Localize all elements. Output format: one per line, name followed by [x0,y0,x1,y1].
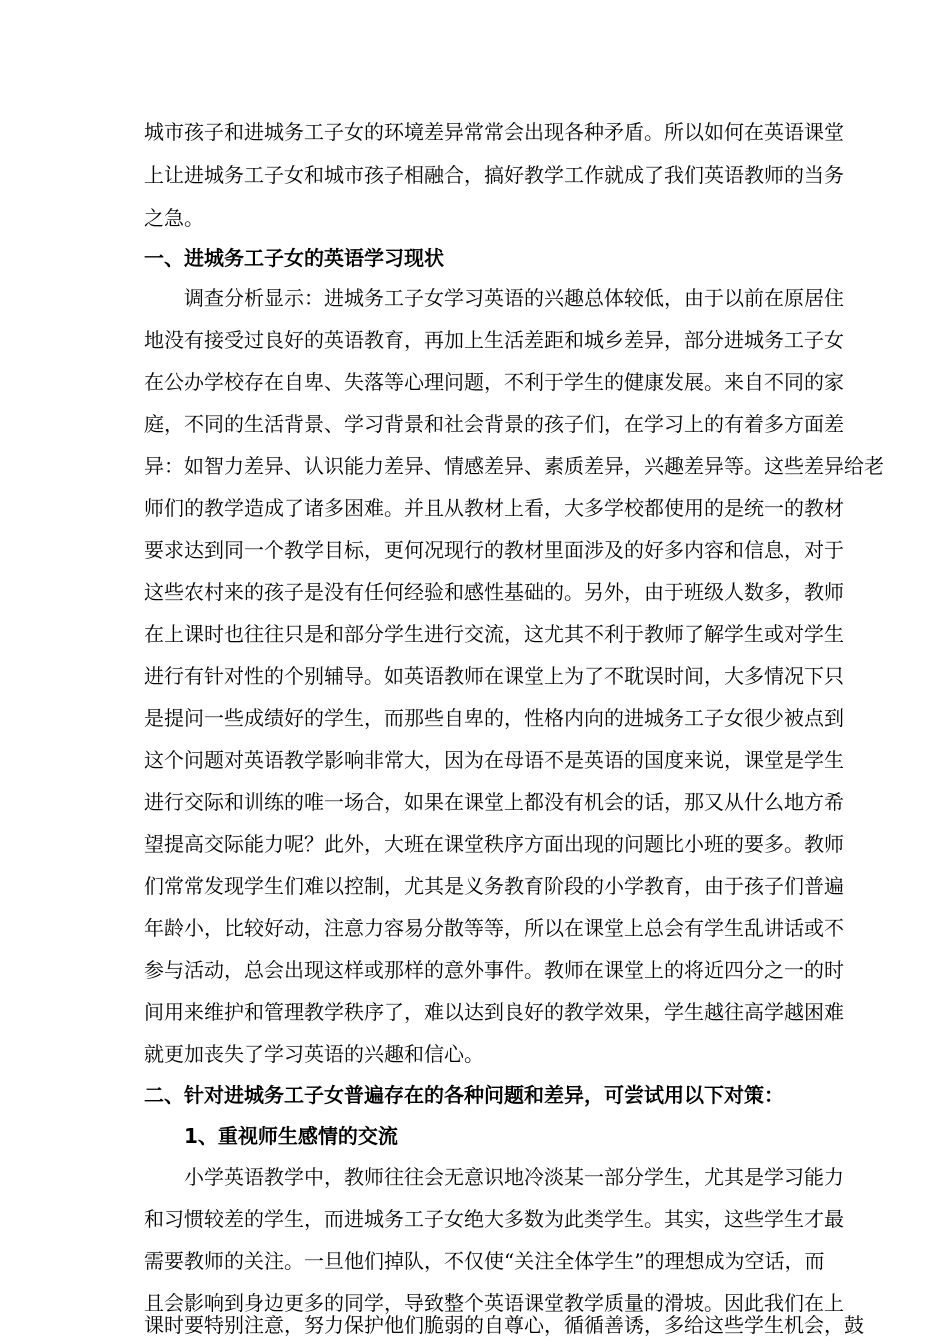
paragraph-line: 城市孩子和进城务工子女的环境差异常常会出现各种矛盾。所以如何在英语课堂 [144,120,844,144]
paragraph-line: 在上课时也往往只是和部分学生进行交流，这尤其不利于教师了解学生或对学生 [144,622,844,646]
paragraph-line: 和习惯较差的学生，而进城务工子女绝大多数为此类学生。其实，这些学生才最 [144,1207,844,1231]
paragraph-line: 调查分析显示：进城务工子女学习英语的兴趣总体较低，由于以前在原居住 [184,286,844,310]
paragraph-line: 年龄小，比较好动，注意力容易分散等等，所以在课堂上总会有学生乱讲话或不 [144,916,844,940]
paragraph-line: 地没有接受过良好的英语教育，再加上生活差距和城乡差异，部分进城务工子女 [144,328,844,352]
paragraph-line: 就更加丧失了学习英语的兴趣和信心。 [144,1042,484,1066]
paragraph-line: 且会影响到身边更多的同学，导致整个英语课堂教学质量的滑坡。因此我们在上 [144,1291,844,1315]
paragraph-line: 这个问题对英语教学影响非常大，因为在母语不是英语的国度来说，课堂是学生 [144,748,844,772]
paragraph-line: 在公办学校存在自卑、失落等心理问题，不利于学生的健康发展。来自不同的家 [144,370,844,394]
paragraph-line: 参与活动，总会出现这样或那样的意外事件。教师在课堂上的将近四分之一的时 [144,958,844,982]
paragraph-line: 是提问一些成绩好的学生，而那些自卑的，性格内向的进城务工子女很少被点到 [144,706,844,730]
paragraph-line: 之急。 [144,206,204,230]
section-heading-1: 一、进城务工子女的英语学习现状 [144,246,444,270]
paragraph-line: 们常常发现学生们难以控制，尤其是义务教育阶段的小学教育，由于孩子们普遍 [144,874,844,898]
paragraph-line: 师们的教学造成了诸多困难。并且从教材上看，大多学校都使用的是统一的教材 [144,496,844,520]
section-heading-2: 二、针对进城务工子女普遍存在的各种问题和差异，可尝试用以下对策： [144,1083,784,1107]
paragraph-line: 需要教师的关注。一旦他们掉队，不仅使“关注全体学生”的理想成为空话，而 [144,1249,825,1273]
paragraph-line: 间用来维护和管理教学秩序了，难以达到良好的教学效果，学生越往高学越困难 [144,1000,844,1024]
paragraph-line: 异：如智力差异、认识能力差异、情感差异、素质差异，兴趣差异等。这些差异给老 [144,454,884,478]
paragraph-line: 进行交际和训练的唯一场合，如果在课堂上都没有机会的话，那又从什么地方希 [144,790,844,814]
paragraph-line: 小学英语教学中，教师往往会无意识地冷淡某一部分学生，尤其是学习能力 [184,1165,844,1189]
paragraph-line: 庭，不同的生活背景、学习背景和社会背景的孩子们，在学习上的有着多方面差 [144,412,844,436]
paragraph-line: 进行有针对性的个别辅导。如英语教师在课堂上为了不耽误时间，大多情况下只 [144,664,844,688]
subsection-heading-1: 1、重视师生感情的交流 [184,1124,398,1148]
paragraph-line: 望提高交际能力呢？此外，大班在课堂秩序方面出现的问题比小班的要多。教师 [144,832,844,856]
paragraph-line: 课时要特别注意，努力保护他们脆弱的自尊心，循循善诱，多给这些学生机会，鼓 [144,1313,864,1337]
paragraph-line: 要求达到同一个教学目标，更何况现行的教材里面涉及的好多内容和信息，对于 [144,538,844,562]
paragraph-line: 这些农村来的孩子是没有任何经验和感性基础的。另外，由于班级人数多，教师 [144,580,844,604]
paragraph-line: 上让进城务工子女和城市孩子相融合，搞好教学工作就成了我们英语教师的当务 [144,163,844,187]
